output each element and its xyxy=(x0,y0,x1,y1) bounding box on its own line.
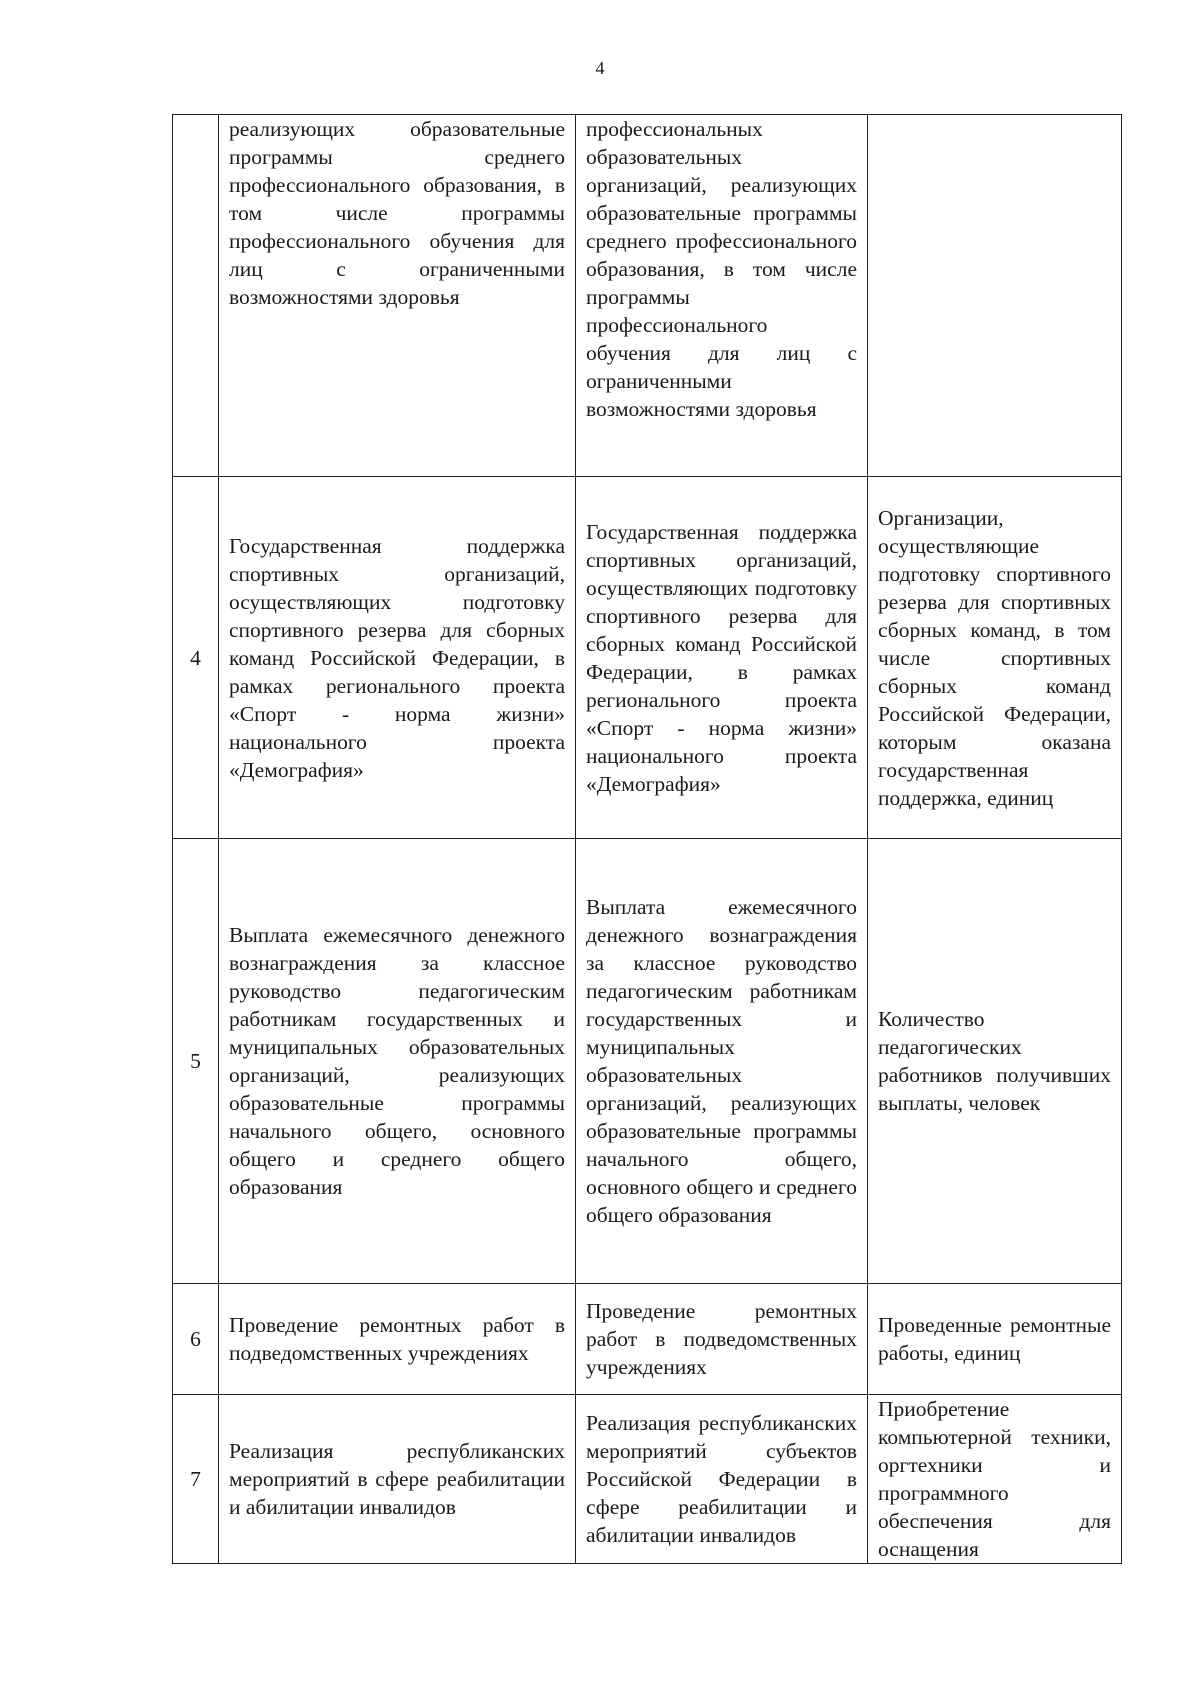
row-number: 4 xyxy=(173,477,219,839)
indicator-cell: Проведенные ремонтные работы, единиц xyxy=(868,1284,1122,1395)
result-cell: Проведение ремонтных работ в подведомственных учреждениях xyxy=(576,1284,868,1395)
result-cell: Реализация республиканских мероприятий субъектов Российской Федерации в сфере реабилитации и абилитации инвалидов xyxy=(576,1395,868,1564)
indicator-cell: Количество педагогических работников получивших выплаты, человек xyxy=(868,839,1122,1284)
indicator-cell xyxy=(868,115,1122,477)
result-cell: профессиональных образовательных организаций, реализующих образовательные программы среднего профессионального образования, в том числе программы профессионального обучения для лиц с ограниченными возможностями здоровья xyxy=(576,115,868,477)
event-cell: Выплата ежемесячного денежного вознаграждения за классное руководство педагогическим работникам государственных и муниципальных образовательных организаций, реализующих образовательные программы начального общего, основного общего и среднего общего образования xyxy=(219,839,576,1284)
table-row xyxy=(173,1395,1122,1564)
table-row xyxy=(173,115,1122,477)
row-number: 6 xyxy=(173,1284,219,1395)
row-number: 5 xyxy=(173,839,219,1284)
event-cell: Реализация республиканских мероприятий в сфере реабилитации и абилитации инвалидов xyxy=(219,1395,576,1564)
event-cell: реализующих образовательные программы среднего профессионального образования, в том числе программы профессионального обучения для лиц с ограниченными возможностями здоровья xyxy=(219,115,576,477)
table-row xyxy=(173,1284,1122,1395)
event-cell: Проведение ремонтных работ в подведомственных учреждениях xyxy=(219,1284,576,1395)
row-number: 7 xyxy=(173,1395,219,1564)
row-number xyxy=(173,115,219,477)
result-cell: Государственная поддержка спортивных организаций, осуществляющих подготовку спортивного резерва для сборных команд Российской Федерации, в рамках регионального проекта «Спорт - норма жизни» национального проекта «Демография» xyxy=(576,477,868,839)
page-number: 4 xyxy=(595,58,605,78)
result-cell: Выплата ежемесячного денежного вознаграждения за классное руководство педагогическим работникам государственных и муниципальных образовательных организаций, реализующих образовательные программы начального общего, основного общего и среднего общего образования xyxy=(576,839,868,1284)
table-row xyxy=(173,839,1122,1284)
indicator-cell: Приобретение компьютерной техники, оргтехники и программного обеспечения для оснащения xyxy=(868,1395,1122,1564)
table-row xyxy=(173,477,1122,839)
indicator-cell: Организации, осуществляющие подготовку спортивного резерва для спортивных сборных команд, в том числе спортивных сборных команд Российской Федерации, которым оказана государственная поддержка, единиц xyxy=(868,477,1122,839)
event-cell: Государственная поддержка спортивных организаций, осуществляющих подготовку спортивного резерва для сборных команд Российской Федерации, в рамках регионального проекта «Спорт - норма жизни» национального проекта «Демография» xyxy=(219,477,576,839)
measures-table xyxy=(172,114,1122,1564)
